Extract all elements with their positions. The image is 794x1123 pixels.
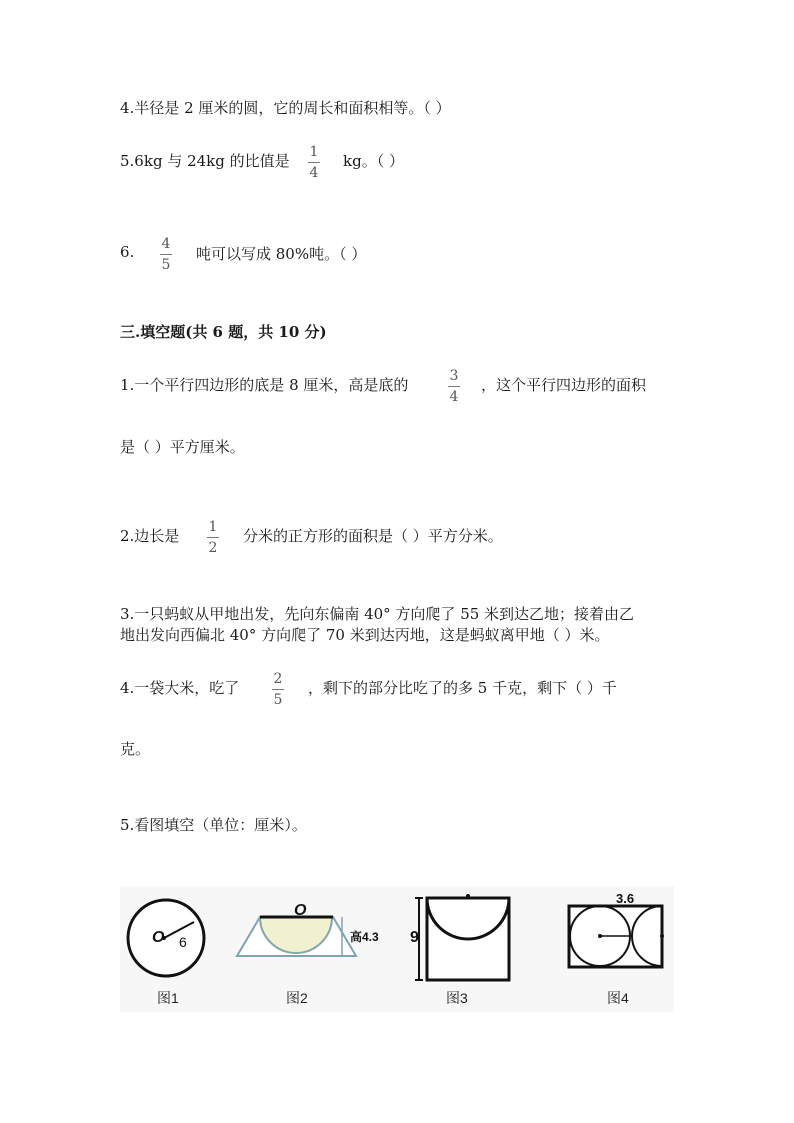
judge-q5-text-after: kg。（ ） [343,152,404,170]
figures-strip [120,886,674,1012]
judge-q5-fraction [308,144,320,181]
fraction-numerator: 2 [273,671,283,687]
caption-fig4: 图4 [607,990,629,1006]
fill-q5: 5.看图填空（单位：厘米）。 [120,816,307,834]
fill-q4-fraction [272,671,284,708]
fraction-denominator: 5 [273,692,283,708]
side-label: 9 [410,929,419,946]
fill-q3-line1: 3.一只蚂蚁从甲地出发，先向东偏南 40° 方向爬了 55 米到达乙地；接着由乙 [120,605,635,623]
fill-q4-text-after: ，剩下的部分比吃了的多 5 千克，剩下（ ）千 [308,679,617,697]
fraction-numerator: 1 [309,144,319,160]
fraction-bar [160,254,172,255]
fill-q2-text-after: 分米的正方形的面积是（ ）平方分米。 [243,527,503,545]
caption-fig2: 图2 [286,990,308,1006]
section-header-fill: 三.填空题(共 6 题，共 10 分) [120,323,327,341]
fill-q2-text-before: 2.边长是 [120,527,180,545]
top-dot [466,894,470,898]
radius-label: 6 [179,934,187,950]
fraction-denominator: 5 [161,257,171,273]
fraction-numerator: 1 [208,519,218,535]
caption-fig1: 图1 [157,990,179,1006]
judge-q6-text: 吨可以写成 80%吨。（ ） [196,245,367,263]
fraction-bar [272,689,284,690]
fraction-denominator: 4 [309,165,319,181]
fill-q1-text-before: 1.一个平行四边形的底是 8 厘米，高是底的 [120,376,409,394]
center-dot [598,934,602,938]
fraction-bar [207,537,219,538]
judge-q4: 4.半径是 2 厘米的圆，它的周长和面积相等。（ ） [120,99,451,117]
fill-q3-line2: 地出发向西偏北 40° 方向爬了 70 米到达丙地，这是蚂蚁离甲地（ ）米。 [120,626,610,644]
center-label: O [294,902,307,919]
side-dot [660,934,664,938]
caption-fig3: 图3 [446,990,468,1006]
height-label: 高4.3 [350,930,379,944]
fill-q1-fraction [448,368,460,405]
fill-q2-fraction [207,519,219,556]
judge-q5-text-before: 5.6kg 与 24kg 的比值是 [120,152,290,170]
judge-q6-number: 6. [120,243,135,261]
judge-q6-fraction [160,236,172,273]
fill-q1-text-after: ，这个平行四边形的面积 [481,376,647,394]
fraction-denominator: 2 [208,540,218,556]
center-label: O [152,929,165,946]
fraction-bar [448,386,460,387]
fill-q1-line2: 是（ ）平方厘米。 [120,438,245,456]
fraction-bar [308,162,320,163]
fill-q4-line2: 克。 [120,740,151,758]
fraction-denominator: 4 [449,389,459,405]
fill-q4-text-before: 4.一袋大米，吃了 [120,679,240,697]
fraction-numerator: 4 [161,236,171,252]
fraction-numerator: 3 [449,368,459,384]
top-label: 3.6 [616,891,635,906]
